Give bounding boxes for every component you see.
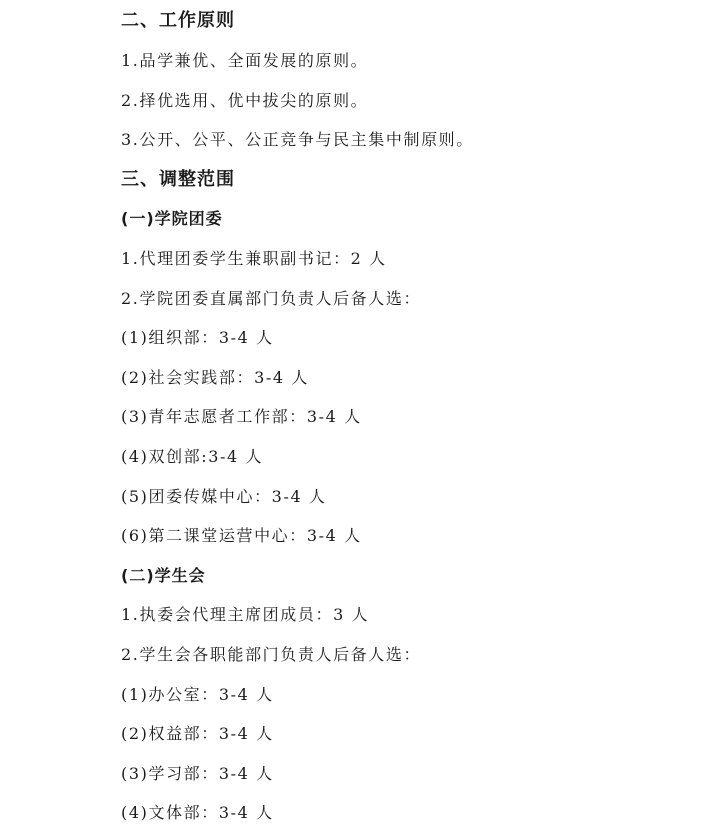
part-1-title: (一)学院团委 [121, 209, 223, 228]
part-2-item: 2.学生会各职能部门负责人后备人选： [121, 645, 422, 664]
part-1-item: (4)双创部:3-4 人 [121, 447, 264, 466]
part-1-item: (5)团委传媒中心：3-4 人 [121, 487, 327, 506]
principle-item-3: 3.公开、公平、公正竞争与民主集中制原则。 [121, 130, 474, 149]
section-3-title: 三、调整范围 [121, 169, 235, 190]
part-2-item: (3)学习部：3-4 人 [121, 764, 274, 783]
principle-item-2: 2.择优选用、优中拔尖的原则。 [121, 91, 369, 110]
part-1-item: (3)青年志愿者工作部：3-4 人 [121, 407, 362, 426]
part-2-item: 1.执委会代理主席团成员：3 人 [121, 605, 370, 624]
part-1-item: (6)第二课堂运营中心：3-4 人 [121, 526, 362, 545]
part-1-item: (1)组织部：3-4 人 [121, 328, 274, 347]
part-2-item: (4)文体部：3-4 人 [121, 803, 274, 822]
part-1-item: 2.学院团委直属部门负责人后备人选： [121, 289, 422, 308]
principle-item-1: 1.品学兼优、全面发展的原则。 [121, 51, 369, 70]
part-2-title: (二)学生会 [121, 566, 206, 585]
part-2-item: (1)办公室：3-4 人 [121, 685, 274, 704]
part-2-item: (2)权益部：3-4 人 [121, 724, 274, 743]
part-1-item: 1.代理团委学生兼职副书记：2 人 [121, 249, 387, 268]
part-1-item: (2)社会实践部：3-4 人 [121, 368, 309, 387]
section-2-title: 二、工作原则 [121, 10, 235, 31]
